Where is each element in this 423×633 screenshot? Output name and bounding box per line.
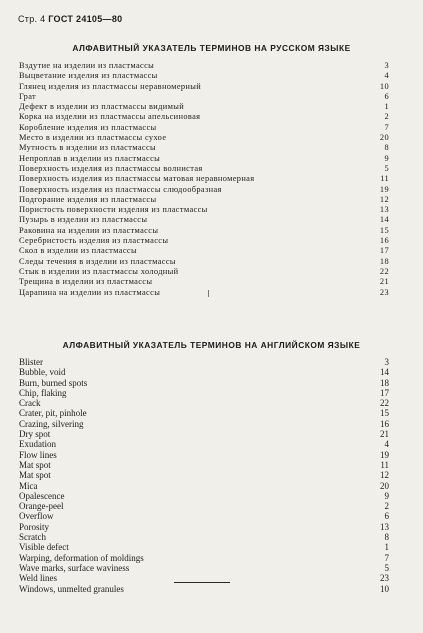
entry-number: 16 — [379, 236, 389, 246]
entry-number: 23 — [380, 573, 389, 584]
page-number: Стр. 4 — [18, 14, 46, 24]
index-entry — [19, 501, 389, 511]
entry-number: 15 — [380, 408, 389, 419]
entry-number: 18 — [380, 377, 389, 388]
index-entry — [19, 112, 389, 122]
index-entry — [19, 82, 389, 92]
entry-term: Пористость поверхности изделия из пластмассы — [19, 205, 208, 215]
index-entry — [19, 419, 389, 429]
index-entry — [19, 246, 389, 256]
entry-number: 18 — [379, 256, 389, 266]
entry-number: 9 — [384, 153, 389, 163]
entry-term: Подгорание изделия из пластмассы — [19, 194, 157, 204]
index-entry — [19, 226, 389, 236]
entry-number: 5 — [384, 562, 389, 573]
entry-term: Поверхность изделия из пластмассы волнистая — [19, 163, 203, 173]
index-entry — [19, 470, 389, 480]
index-entry — [19, 257, 389, 267]
index-entry — [19, 439, 389, 449]
entry-number: 2 — [384, 501, 389, 512]
index-entry — [19, 185, 389, 195]
entry-term: Visible defect — [19, 542, 69, 553]
entry-term: Грат — [19, 91, 37, 101]
entry-number: 6 — [384, 511, 389, 522]
index-entry — [19, 388, 389, 398]
index-entry — [19, 511, 389, 521]
index-entry — [19, 450, 389, 460]
entry-number: 6 — [384, 91, 389, 101]
entry-term: Пузырь в изделии из пластмассы — [19, 215, 148, 225]
entry-term: Следы течения в изделии из пластмассы — [19, 256, 176, 266]
entry-term: Crack — [19, 398, 41, 409]
entry-term: Windows, unmelted granules — [19, 583, 124, 594]
entry-term: Warping, deformation of moldings — [19, 552, 144, 563]
entry-number: 3 — [384, 61, 389, 70]
index-entry — [19, 481, 389, 491]
page-mark — [208, 290, 209, 297]
index-entry — [19, 277, 389, 287]
entry-term: Глянец изделия из пластмассы неравномерный — [19, 81, 202, 91]
index-entry — [19, 553, 389, 563]
entry-term: Scratch — [19, 532, 46, 543]
index-entry — [19, 164, 389, 174]
entry-number: 19 — [380, 449, 389, 460]
entry-term: Скол в изделии из пластмассы — [19, 246, 137, 256]
index-entry — [19, 563, 389, 573]
index-entry — [19, 367, 389, 377]
entry-number: 4 — [384, 71, 389, 81]
entry-number: 2 — [384, 112, 389, 122]
entry-term: Opalescence — [19, 490, 65, 501]
entry-term: Crater, pit, pinhole — [19, 408, 87, 419]
entry-number: 5 — [384, 163, 389, 173]
entry-number: 16 — [380, 418, 389, 429]
entry-term: Burn, burned spots — [19, 377, 88, 388]
index-entry — [19, 133, 389, 143]
entry-number: 3 — [384, 357, 389, 367]
entry-number: 22 — [379, 266, 389, 276]
entry-term: Трещина в изделии из пластмассы — [19, 277, 153, 287]
english-index-title: АЛФАВИТНЫЙ УКАЗАТЕЛЬ ТЕРМИНОВ НА АНГЛИЙСКОМ ЯЗЫКЕ — [62, 340, 361, 350]
entry-term: Mica — [19, 480, 38, 491]
entry-number: 14 — [379, 215, 389, 225]
entry-term: Поверхность изделия из пластмассы слюдообразная — [19, 184, 222, 194]
entry-term: Overflow — [19, 511, 54, 522]
entry-term: Flow lines — [19, 449, 57, 460]
index-entry — [19, 102, 389, 112]
index-entry — [19, 71, 389, 81]
entry-number: 7 — [384, 122, 389, 132]
entry-number: 7 — [384, 552, 389, 563]
index-entry — [19, 408, 389, 418]
entry-number: 19 — [379, 184, 389, 194]
entry-number: 1 — [384, 542, 389, 553]
entry-term: Раковина на изделии из пластмассы — [19, 225, 159, 235]
entry-number: 12 — [379, 194, 389, 204]
entry-number: 14 — [380, 367, 389, 378]
entry-number: 1 — [384, 102, 389, 112]
end-divider — [174, 582, 230, 583]
entry-number: 22 — [380, 398, 389, 409]
index-entry — [19, 236, 389, 246]
entry-term: Коробление изделия из пластмассы — [19, 122, 157, 132]
entry-number: 13 — [380, 521, 389, 532]
entry-term: Chip, flaking — [19, 387, 67, 398]
entry-term: Mat spot — [19, 470, 51, 481]
entry-term: Стык в изделии из пластмассы холодный — [19, 266, 179, 276]
entry-term: Вздутие на изделии из пластмассы — [19, 61, 155, 70]
entry-term: Bubble, void — [19, 367, 66, 378]
index-entry — [19, 195, 389, 205]
entry-number: 4 — [384, 439, 389, 450]
entry-term: Поверхность изделия из пластмассы матовая неравномерная — [19, 174, 255, 184]
index-entry — [19, 429, 389, 439]
entry-term: Crazing, silvering — [19, 418, 84, 429]
entry-term: Exudation — [19, 439, 56, 450]
index-entry — [19, 584, 389, 594]
entry-term: Место в изделии из пластмассы сухое — [19, 133, 167, 143]
entry-number: 15 — [379, 225, 389, 235]
entry-number: 23 — [379, 287, 389, 297]
index-entry — [19, 542, 389, 552]
entry-number: 11 — [380, 174, 389, 184]
entry-term: Царапина на изделии из пластмассы — [19, 287, 161, 297]
index-entry — [19, 92, 389, 102]
entry-number: 17 — [380, 387, 389, 398]
entry-number: 8 — [384, 143, 389, 153]
russian-index-list — [19, 61, 389, 298]
standard-number: ГОСТ 24105—80 — [48, 14, 123, 24]
entry-term: Выцветание изделия из пластмассы — [19, 71, 158, 81]
english-index-list — [19, 357, 389, 594]
index-entry — [19, 460, 389, 470]
entry-number: 10 — [380, 583, 389, 594]
entry-number: 21 — [380, 429, 389, 440]
entry-number: 10 — [379, 81, 389, 91]
entry-term: Porosity — [19, 521, 50, 532]
entry-number: 17 — [379, 246, 389, 256]
entry-number: 13 — [379, 205, 389, 215]
entry-number: 20 — [380, 480, 389, 491]
index-entry — [19, 143, 389, 153]
index-entry — [19, 174, 389, 184]
index-entry — [19, 215, 389, 225]
entry-term: Мутность в изделии из пластмассы — [19, 143, 157, 153]
entry-term: Blister — [19, 357, 43, 367]
index-entry — [19, 522, 389, 532]
entry-number: 12 — [380, 470, 389, 481]
entry-number: 20 — [379, 133, 389, 143]
entry-term: Dry spot — [19, 429, 51, 440]
entry-number: 9 — [384, 490, 389, 501]
entry-term: Weld lines — [19, 573, 58, 584]
entry-term: Mat spot — [19, 459, 51, 470]
index-entry — [19, 398, 389, 408]
entry-term: Корка на изделии из пластмассы апельсиновая — [19, 112, 201, 122]
entry-term: Wave marks, surface waviness — [19, 562, 130, 573]
index-entry — [19, 123, 389, 133]
index-entry — [19, 357, 389, 367]
entry-term: Дефект в изделии из пластмассы видимый — [19, 102, 185, 112]
entry-term: Orange-peel — [19, 501, 64, 512]
entry-number: 21 — [379, 277, 389, 287]
index-entry — [19, 267, 389, 277]
page-header — [18, 14, 122, 24]
index-entry — [19, 378, 389, 388]
entry-number: 11 — [380, 459, 389, 470]
entry-term: Серебристость изделия из пластмассы — [19, 236, 169, 246]
entry-number: 8 — [384, 532, 389, 543]
index-entry — [19, 154, 389, 164]
russian-index-title: АЛФАВИТНЫЙ УКАЗАТЕЛЬ ТЕРМИНОВ НА РУССКОМ ЯЗЫКЕ — [72, 43, 351, 53]
index-entry — [19, 205, 389, 215]
index-entry — [19, 61, 389, 71]
entry-term: Непроплав в изделии из пластмассы — [19, 153, 161, 163]
index-entry — [19, 491, 389, 501]
index-entry — [19, 288, 389, 298]
index-entry — [19, 532, 389, 542]
